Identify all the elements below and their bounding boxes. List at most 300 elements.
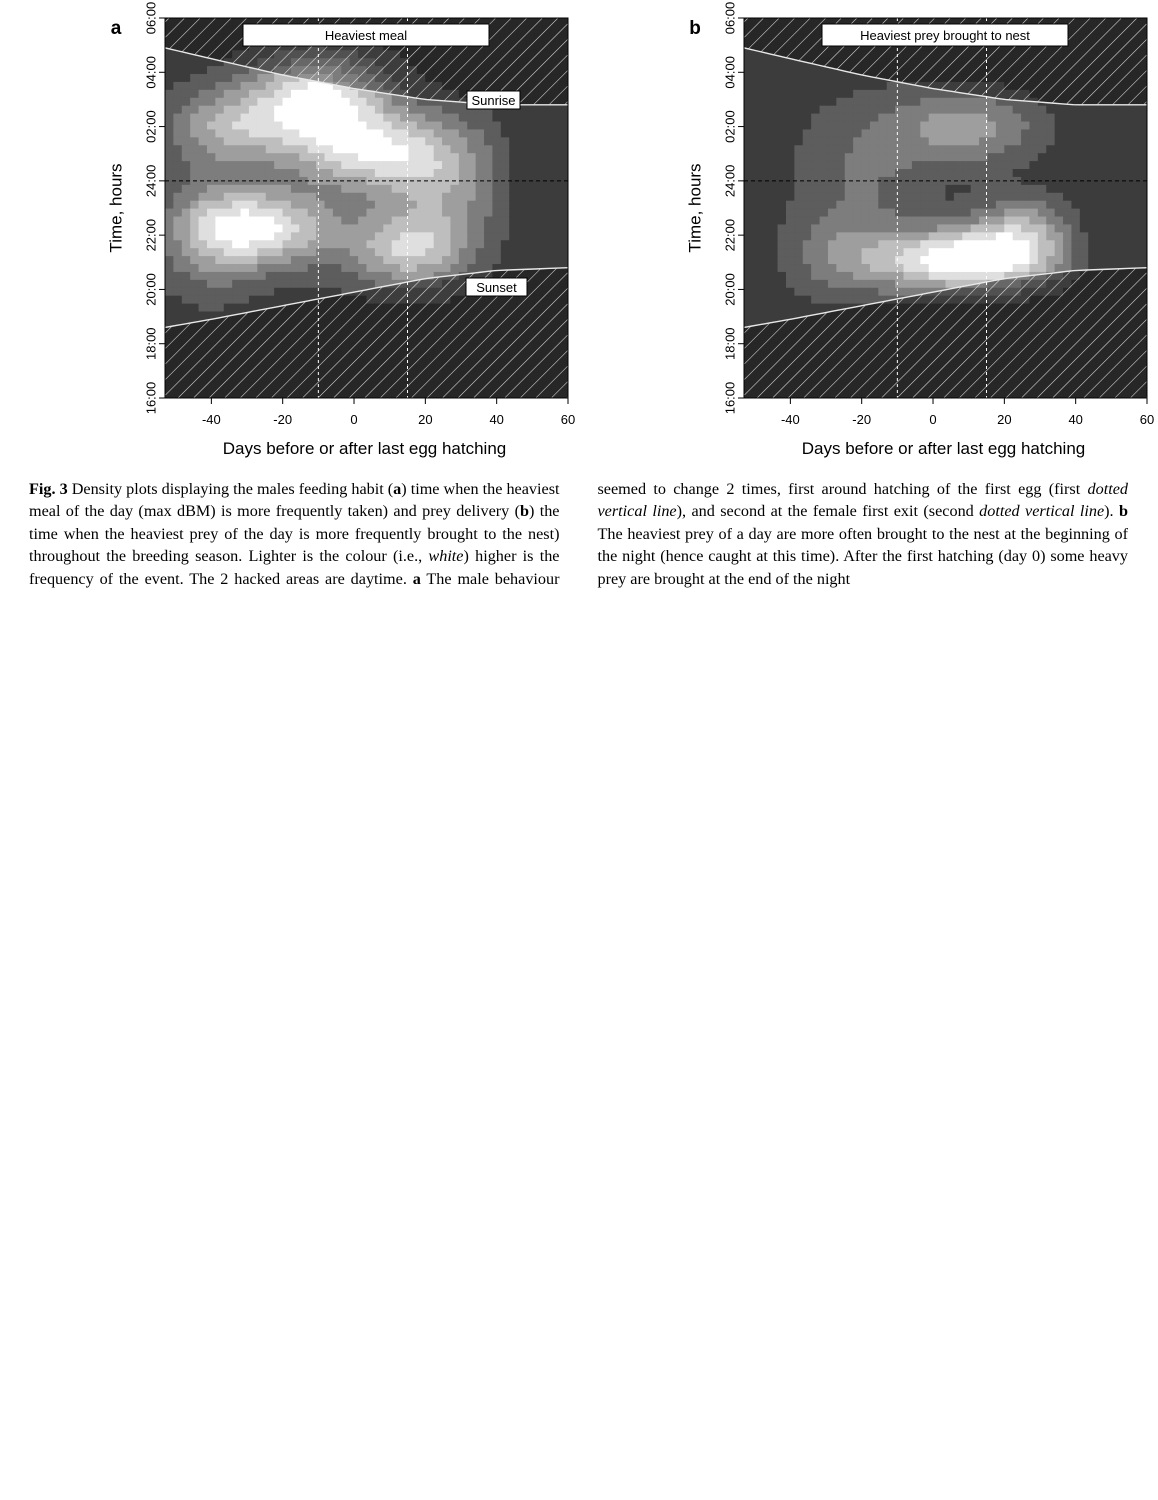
heatmap-cell [417, 184, 426, 193]
heatmap-cell [375, 248, 384, 257]
heatmap-cell [895, 216, 904, 225]
heatmap-cell [1105, 192, 1114, 201]
heatmap-cell [862, 200, 871, 209]
heatmap-cell [232, 216, 241, 225]
heatmap-cell [207, 287, 216, 296]
heatmap-cell [232, 208, 241, 217]
heatmap-cell [862, 295, 871, 304]
heatmap-cell [987, 263, 996, 272]
heatmap-cell [450, 184, 459, 193]
heatmap-cell [904, 161, 913, 170]
heatmap-cell [778, 248, 787, 257]
heatmap-cell [904, 240, 913, 249]
heatmap-cell [173, 153, 182, 162]
heatmap-cell [853, 256, 862, 265]
heatmap-cell [257, 256, 266, 265]
heatmap-cell [165, 66, 174, 75]
heatmap-cell [954, 184, 963, 193]
heatmap-cell [476, 161, 485, 170]
heatmap-cell [316, 89, 325, 98]
heatmap-cell [786, 161, 795, 170]
heatmap-cell [996, 200, 1005, 209]
heatmap-cell [878, 263, 887, 272]
heatmap-cell [358, 256, 367, 265]
heatmap-cell [518, 113, 527, 122]
heatmap-cell [274, 192, 283, 201]
heatmap-cell [442, 137, 451, 146]
heatmap-cell [1071, 248, 1080, 257]
heatmap-cell [1130, 121, 1139, 130]
heatmap-cell [215, 192, 224, 201]
x-tick-label: -20 [273, 412, 293, 427]
heatmap-cell [778, 89, 787, 98]
heatmap-cell [257, 121, 266, 130]
heatmap-cell [853, 271, 862, 280]
heatmap-cell [316, 271, 325, 280]
heatmap-cell [299, 240, 308, 249]
heatmap-cell [752, 295, 761, 304]
heatmap-cell [526, 105, 535, 114]
heatmap-cell [895, 168, 904, 177]
heatmap-cell [257, 192, 266, 201]
heatmap-cell [165, 89, 174, 98]
heatmap-cell [518, 192, 527, 201]
heatmap-cell [912, 240, 921, 249]
heatmap-cell [266, 89, 275, 98]
heatmap-cell [752, 168, 761, 177]
heatmap-cell [425, 232, 434, 241]
heatmap-cell [526, 168, 535, 177]
heatmap-cell [1139, 129, 1148, 138]
heatmap-cell [1029, 137, 1038, 146]
heatmap-cell [1013, 113, 1022, 122]
heatmap-cell [904, 208, 913, 217]
heatmap-cell [551, 153, 560, 162]
heatmap-cell [769, 73, 778, 82]
heatmap-cell [1071, 184, 1080, 193]
heatmap-cell [325, 271, 334, 280]
caption-fragment: a [412, 569, 421, 588]
heatmap-cell [173, 58, 182, 67]
heatmap-cell [383, 192, 392, 201]
heatmap-cell [316, 232, 325, 241]
heatmap-cell [215, 105, 224, 114]
heatmap-cell [224, 73, 233, 82]
heatmap-cell [971, 129, 980, 138]
heatmap-cell [173, 303, 182, 312]
heatmap-cell [442, 200, 451, 209]
heatmap-cell [1046, 105, 1055, 114]
heatmap-cell [1004, 168, 1013, 177]
heatmap-cell [996, 248, 1005, 257]
heatmap-cell [224, 295, 233, 304]
heatmap-cell [836, 81, 845, 90]
heatmap-cell [333, 263, 342, 272]
heatmap-cell [207, 232, 216, 241]
heatmap-cell [870, 145, 879, 154]
heatmap-cell [1113, 161, 1122, 170]
heatmap-cell [778, 232, 787, 241]
heatmap-cell [484, 240, 493, 249]
heatmap-cell [484, 129, 493, 138]
heatmap-cell [509, 216, 518, 225]
heatmap-cell [878, 113, 887, 122]
heatmap-cell [853, 295, 862, 304]
heatmap-cell [937, 224, 946, 233]
heatmap-cell [828, 224, 837, 233]
heatmap-cell [408, 200, 417, 209]
heatmap-cell [1038, 263, 1047, 272]
heatmap-cell [375, 208, 384, 217]
heatmap-cell [425, 161, 434, 170]
heatmap-cell [1105, 121, 1114, 130]
heatmap-cell [870, 192, 879, 201]
heatmap-cell [1122, 161, 1131, 170]
heatmap-cell [1063, 121, 1072, 130]
heatmap-cell [215, 153, 224, 162]
heatmap-cell [836, 113, 845, 122]
heatmap-cell [190, 263, 199, 272]
heatmap-cell [291, 81, 300, 90]
heatmap-cell [182, 113, 191, 122]
heatmap-cell [769, 271, 778, 280]
heatmap-cell [887, 248, 896, 257]
heatmap-cell [962, 192, 971, 201]
heatmap-cell [274, 184, 283, 193]
heatmap-cell [1122, 145, 1131, 154]
heatmap-cell [526, 153, 535, 162]
heatmap-cell [392, 145, 401, 154]
heatmap-cell [408, 184, 417, 193]
heatmap-cell [249, 279, 258, 288]
heatmap-cell [283, 279, 292, 288]
heatmap-cell [257, 145, 266, 154]
heatmap-cell [484, 121, 493, 130]
heatmap-cell [543, 145, 552, 154]
heatmap-cell [870, 161, 879, 170]
heatmap-cell [182, 303, 191, 312]
heatmap-cell [383, 271, 392, 280]
heatmap-cell [853, 263, 862, 272]
heatmap-cell [291, 129, 300, 138]
heatmap-cell [333, 105, 342, 114]
heatmap-cell [207, 137, 216, 146]
heatmap-cell [811, 184, 820, 193]
heatmap-cell [836, 216, 845, 225]
heatmap-cell [1071, 129, 1080, 138]
heatmap-cell [820, 184, 829, 193]
heatmap-cell [794, 240, 803, 249]
heatmap-cell [845, 105, 854, 114]
heatmap-cell [283, 216, 292, 225]
heatmap-cell [434, 232, 443, 241]
heatmap-cell [274, 271, 283, 280]
heatmap-cell [383, 153, 392, 162]
heatmap-cell [249, 161, 258, 170]
heatmap-cell [828, 137, 837, 146]
heatmap-cell [484, 216, 493, 225]
heatmap-cell [207, 129, 216, 138]
heatmap-cell [1130, 153, 1139, 162]
heatmap-cell [467, 184, 476, 193]
heatmap-cell [1097, 113, 1106, 122]
heatmap-cell [199, 271, 208, 280]
heatmap-cell [241, 137, 250, 146]
heatmap-cell [316, 279, 325, 288]
heatmap-cell [383, 97, 392, 106]
heatmap-cell [173, 145, 182, 154]
heatmap-cell [1055, 113, 1064, 122]
caption-fragment: dotted vertical line [597, 480, 1128, 521]
heatmap-cell [434, 153, 443, 162]
heatmap-cell [257, 271, 266, 280]
heatmap-cell [182, 145, 191, 154]
heatmap-cell [904, 89, 913, 98]
heatmap-cell [744, 184, 753, 193]
heatmap-cell [358, 271, 367, 280]
heatmap-cell [434, 216, 443, 225]
heatmap-cell [408, 256, 417, 265]
heatmap-cell [224, 216, 233, 225]
y-tick-label: 06:00 [143, 1, 159, 35]
heatmap-cell [1046, 184, 1055, 193]
heatmap-cell [392, 232, 401, 241]
heatmap-cell [308, 129, 317, 138]
y-tick-label: 24:00 [143, 164, 159, 198]
heatmap-cell [266, 263, 275, 272]
heatmap-cell [325, 113, 334, 122]
heatmap-cell [954, 200, 963, 209]
heatmap-cell [845, 271, 854, 280]
heatmap-cell [190, 279, 199, 288]
heatmap-cell [828, 81, 837, 90]
heatmap-cell [492, 168, 501, 177]
heatmap-cell [434, 113, 443, 122]
heatmap-cell [241, 295, 250, 304]
heatmap-cell [778, 81, 787, 90]
heatmap-cell [1080, 161, 1089, 170]
heatmap-cell [1004, 113, 1013, 122]
y-tick-label: 06:00 [722, 1, 738, 35]
heatmap-cell [752, 58, 761, 67]
heatmap-cell [266, 121, 275, 130]
heatmap-cell [836, 137, 845, 146]
heatmap-cell [912, 279, 921, 288]
heatmap-cell [551, 232, 560, 241]
heatmap-cell [845, 73, 854, 82]
heatmap-cell [920, 161, 929, 170]
heatmap-cell [769, 263, 778, 272]
heatmap-cell [241, 73, 250, 82]
heatmap-cell [811, 216, 820, 225]
heatmap-cell [283, 263, 292, 272]
heatmap-cell [215, 81, 224, 90]
heatmap-cell [165, 271, 174, 280]
heatmap-cell [929, 240, 938, 249]
heatmap-cell [929, 168, 938, 177]
heatmap-cell [291, 113, 300, 122]
heatmap-cell [761, 224, 770, 233]
heatmap-cell [1122, 129, 1131, 138]
heatmap-cell [509, 248, 518, 257]
heatmap-cell [367, 105, 376, 114]
heatmap-cell [560, 153, 569, 162]
heatmap-cell [828, 256, 837, 265]
x-tick-label: -20 [852, 412, 872, 427]
heatmap-cell [308, 232, 317, 241]
heatmap-cell [1004, 240, 1013, 249]
heatmap-cell [408, 232, 417, 241]
heatmap-cell [308, 113, 317, 122]
heatmap-cell [862, 263, 871, 272]
heatmap-cell [215, 89, 224, 98]
heatmap-cell [836, 121, 845, 130]
heatmap-cell [182, 271, 191, 280]
heatmap-cell [1046, 145, 1055, 154]
heatmap-cell [962, 248, 971, 257]
heatmap-cell [1097, 232, 1106, 241]
heatmap-cell [417, 137, 426, 146]
heatmap-cell [946, 184, 955, 193]
heatmap-cell [845, 240, 854, 249]
heatmap-cell [862, 240, 871, 249]
heatmap-cell [862, 184, 871, 193]
heatmap-cell [1063, 256, 1072, 265]
heatmap-cell [853, 216, 862, 225]
heatmap-cell [920, 224, 929, 233]
heatmap-cell [308, 271, 317, 280]
heatmap-cell [224, 287, 233, 296]
heatmap-cell [484, 137, 493, 146]
heatmap-cell [316, 121, 325, 130]
heatmap-cell [904, 279, 913, 288]
heatmap-cell [333, 129, 342, 138]
heatmap-cell [199, 192, 208, 201]
heatmap-cell [459, 200, 468, 209]
heatmap-cell [232, 248, 241, 257]
heatmap-cell [820, 256, 829, 265]
heatmap-cell [501, 240, 510, 249]
heatmap-cell [1021, 192, 1030, 201]
heatmap-cell [971, 224, 980, 233]
heatmap-cell [946, 153, 955, 162]
heatmap-cell [962, 271, 971, 280]
heatmap-cell [929, 145, 938, 154]
heatmap-cell [1080, 184, 1089, 193]
heatmap-cell [862, 271, 871, 280]
heatmap-cell [518, 161, 527, 170]
heatmap-cell [450, 145, 459, 154]
heatmap-cell [761, 153, 770, 162]
heatmap-cell [501, 248, 510, 257]
heatmap-cell [358, 232, 367, 241]
heatmap-cell [543, 129, 552, 138]
heatmap-cell [182, 232, 191, 241]
heatmap-cell [962, 113, 971, 122]
heatmap-cell [1063, 216, 1072, 225]
heatmap-cell [232, 81, 241, 90]
heatmap-cell [173, 216, 182, 225]
heatmap-cell [828, 73, 837, 82]
heatmap-cell [518, 232, 527, 241]
heatmap-cell [249, 145, 258, 154]
heatmap-cell [165, 311, 174, 320]
heatmap-cell [459, 113, 468, 122]
heatmap-cell [408, 105, 417, 114]
heatmap-cell [920, 184, 929, 193]
heatmap-cell [173, 192, 182, 201]
heatmap-cell [257, 73, 266, 82]
heatmap-cell [836, 168, 845, 177]
heatmap-cell [199, 303, 208, 312]
heatmap-cell [1029, 113, 1038, 122]
heatmap-cell [190, 89, 199, 98]
heatmap-cell [358, 97, 367, 106]
heatmap-cell [954, 168, 963, 177]
heatmap-cell [333, 271, 342, 280]
heatmap-cell [207, 279, 216, 288]
heatmap-cell [836, 271, 845, 280]
heatmap-cell [987, 153, 996, 162]
heatmap-cell [392, 271, 401, 280]
heatmap-cell [803, 105, 812, 114]
heatmap-cell [182, 161, 191, 170]
heatmap-cell [333, 216, 342, 225]
heatmap-cell [476, 192, 485, 201]
heatmap-cell [442, 232, 451, 241]
heatmap-cell [778, 279, 787, 288]
heatmap-cell [165, 161, 174, 170]
heatmap-cell [769, 97, 778, 106]
heatmap-cell [257, 240, 266, 249]
heatmap-cell [1122, 200, 1131, 209]
heatmap-cell [769, 113, 778, 122]
heatmap-cell [467, 263, 476, 272]
heatmap-cell [434, 263, 443, 272]
heatmap-cell [283, 153, 292, 162]
heatmap-cell [476, 113, 485, 122]
heatmap-cell [920, 200, 929, 209]
heatmap-cell [173, 161, 182, 170]
heatmap-cell [786, 121, 795, 130]
heatmap-cell [744, 73, 753, 82]
heatmap-cell [308, 287, 317, 296]
heatmap-cell [946, 240, 955, 249]
heatmap-cell [828, 240, 837, 249]
heatmap-cell [249, 208, 258, 217]
heatmap-cell [350, 216, 359, 225]
heatmap-cell [786, 240, 795, 249]
heatmap-cell [333, 240, 342, 249]
heatmap-cell [274, 232, 283, 241]
heatmap-cell [1088, 192, 1097, 201]
heatmap-cell [887, 184, 896, 193]
heatmap-cell [845, 137, 854, 146]
heatmap-cell [551, 105, 560, 114]
heatmap-cell [1071, 168, 1080, 177]
heatmap-cell [752, 105, 761, 114]
heatmap-cell [325, 105, 334, 114]
heatmap-cell [811, 105, 820, 114]
heatmap-cell [845, 81, 854, 90]
heatmap-cell [165, 295, 174, 304]
heatmap-cell [207, 295, 216, 304]
heatmap-cell [501, 232, 510, 241]
heatmap-cell [1046, 168, 1055, 177]
heatmap-cell [895, 113, 904, 122]
heatmap-cell [845, 263, 854, 272]
heatmap-cell [752, 311, 761, 320]
